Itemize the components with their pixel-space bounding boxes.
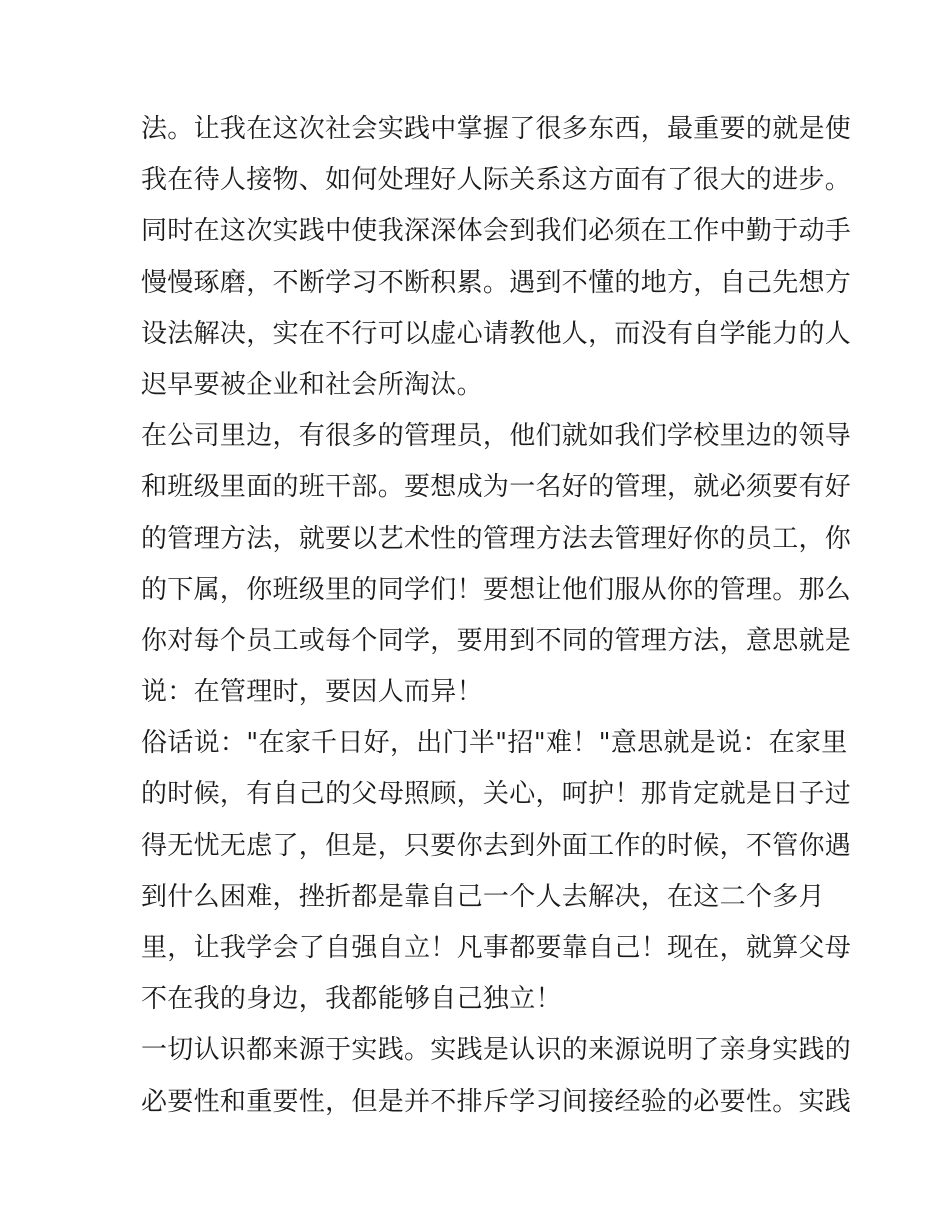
text-line: 的下属，你班级里的同学们！要想让他们服从你的管理。那么 (141, 574, 852, 605)
text-line: 设法解决，实在不行可以虚心请教他人，而没有自学能力的人 (141, 318, 852, 349)
text-line: 不在我的身边，我都能够自己独立！ (141, 984, 562, 1015)
text-line: 一切认识都来源于实践。实践是认识的来源说明了亲身实践的 (141, 1035, 852, 1066)
text-line: 和班级里面的班干部。要想成为一名好的管理，就必须要有好 (141, 472, 852, 503)
text-line: 里，让我学会了自强自立！凡事都要靠自己！现在，就算父母 (141, 933, 852, 963)
text-line: 慢慢琢磨，不断学习不断积累。遇到不懂的地方，自己先想方 (141, 267, 852, 298)
text-line: 得无忧无虑了，但是，只要你去到外面工作的时候，不管你遇 (141, 830, 852, 861)
text-line: 你对每个员工或每个同学，要用到不同的管理方法，意思就是 (141, 625, 852, 656)
text-line: 同时在这次实践中使我深深体会到我们必须在工作中勤于动手 (141, 216, 852, 247)
text-line: 我在待人接物、如何处理好人际关系这方面有了很大的进步。 (141, 165, 852, 196)
text-line: 法。让我在这次社会实践中掌握了很多东西，最重要的就是使 (141, 114, 852, 144)
text-line: 到什么困难，挫折都是靠自己一个人去解决，在这二个多月 (141, 881, 825, 912)
text-line: 在公司里边，有很多的管理员，他们就如我们学校里边的领导 (141, 421, 852, 452)
text-line: 说：在管理时，要因人而异！ (141, 677, 483, 708)
text-line: 必要性和重要性，但是并不排斥学习间接经验的必要性。实践 (141, 1086, 852, 1117)
text-line: 俗话说："在家千日好，出门半"招"难！"意思就是说：在家里 (141, 728, 848, 759)
text-line: 的管理方法，就要以艺术性的管理方法去管理好你的员工，你 (141, 523, 852, 554)
text-line: 的时候，有自己的父母照顾，关心，呵护！那肯定就是日子过 (141, 779, 852, 810)
body-text (141, 104, 852, 1128)
text-line: 迟早要被企业和社会所淘汰。 (141, 369, 483, 400)
